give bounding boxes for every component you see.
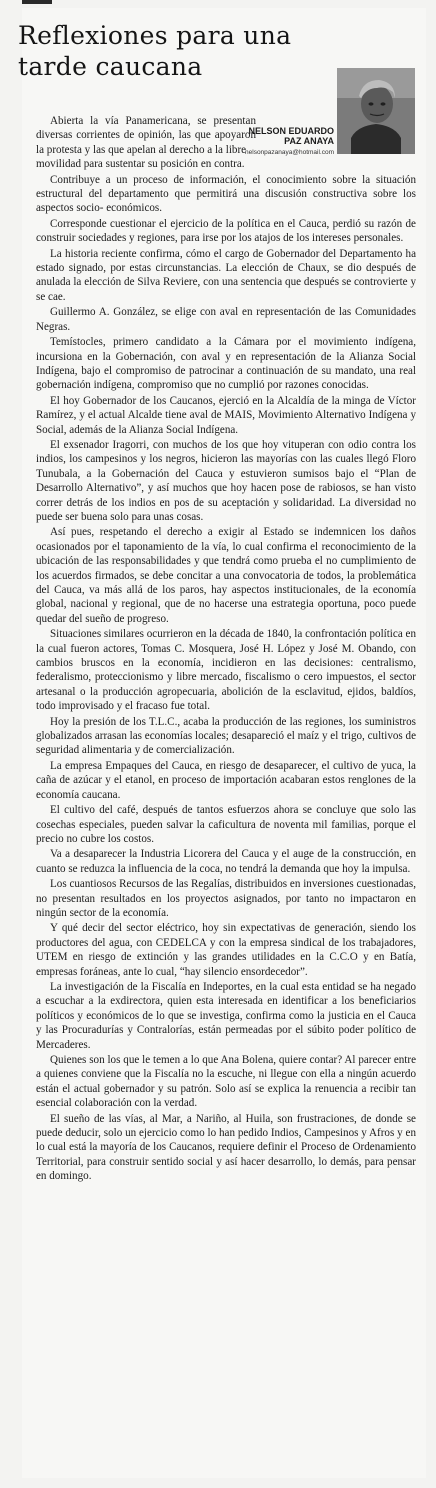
paragraph: Temístocles, primero candidato a la Cámara por el movimiento indígena, incursiona en la Gobernación, con aval y en representación de la Alianza Social Indígena, bajo el compromiso de patrocinar a continuación de su mandato, una real gobernación indígena, compromiso que no cumplió por razones conocidas. bbox=[36, 336, 416, 392]
article-title: Reflexiones para una tarde caucana bbox=[18, 21, 292, 81]
paragraph: La empresa Empaques del Cauca, en riesgo de desaparecer, el cultivo de yuca, la caña de azúcar y el etanol, en proceso de importación acabaran estos renglones de la economía caucana. bbox=[36, 759, 416, 801]
paragraph: Los cuantiosos Recursos de las Regalías, distribuidos en inversiones cuestionadas, no presentan resultados en los proyectos asignados, por tanto no impactaron en ningún sector de la economía. bbox=[36, 878, 416, 919]
paragraph: Contribuye a un proceso de información, el conocimiento sobre la situación estructural del departamento que permitirá una discusión constructiva sobre los aspectos socio- económicos. bbox=[36, 173, 416, 215]
paragraph: Abierta la vía Panamericana, se presentan diversas corrientes de opinión, las que apoyaron la protesta y las que apelan al derecho a la libre bbox=[36, 115, 256, 156]
top-rule bbox=[22, 0, 52, 4]
paragraph: Situaciones similares ocurrieron en la década de 1840, la confrontación política en la cual fueron actores, Tomas C. Mosquera, José H. López y José M. Obando, con cambios bruscos en la economía, incidieron en las decisiones: centralismo, federalismo, proteccionismo y libre mercado, fiscalismo o cero impuestos, el sector artesanal o la producción agropecuaria, abolición de la esclavitud, ejidos, baldíos, todo improvisado y el fracaso fue total. bbox=[36, 628, 416, 713]
paragraph: El cultivo del café, después de tantos esfuerzos ahora se concluye que solo las cosechas especiales, pueden salvar la caficultura de noventa mil familias, porque el precio no cubre los costos. bbox=[36, 804, 416, 845]
paragraph: Va a desaparecer la Industria Licorera del Cauca y el auge de la construcción, en cuanto se reduzca la influencia de la coca, no tendrá la demanda que hoy la impulsa. bbox=[36, 848, 416, 875]
paragraph: movilidad para sustentar su posición en contra. bbox=[36, 158, 245, 171]
paragraph: Y qué decir del sector eléctrico, hoy sin expectativas de generación, siendo los productores del agua, con CEDELCA y con la empresa sindical de los trabajadores, UTEM en riesgo de extinción y las grandes utilidades en la C.C.O y en Batía, empresas foráneas, ante lo cual, “hay silencio ensordecedor”. bbox=[36, 922, 416, 978]
paragraph: Así pues, respetando el derecho a exigir al Estado se indemnicen los daños ocasionados por el taponamiento de la vía, lo cual confirma el reconocimiento de la ubicación de las responsabilidades y que tendrá como prueba el no cumplimiento de los acuerdos firmados, se debe concitar a una convocatoria de todos, la problemática del Cauca, va más allá de los paros, hay aspectos institucionales, de la economía global, nacional y regional, que de no hacerse una estrategia oportuna, poco puede quedar del sueño de progreso. bbox=[36, 526, 416, 625]
paragraph: Guillermo A. González, se elige con aval en representación de las Comunidades Negras. bbox=[36, 306, 416, 333]
paragraph: El sueño de las vías, al Mar, a Nariño, al Huila, son frustraciones, de donde se puede deducir, solo un ejercicio como lo han pedido Indios, Campesinos y Afros y en lo cual está la mayoría de los Caucanos, requiere definir el Proceso de Ordenamiento Territorial, para construir sentido social y así hacer desarrollo, lo demás, para pensar en domingo. bbox=[36, 1112, 416, 1183]
paragraph: La historia reciente confirma, cómo el cargo de Gobernador del Departamento ha estado signado, por estas circunstancias. La elección de Chaux, se dio después de anulada la elección de Silva Reviere, con una sentencia que después se controvierte y se cae. bbox=[36, 247, 416, 303]
article-body bbox=[36, 114, 416, 1185]
paragraph: El hoy Gobernador de los Caucanos, ejerció en la Alcaldía de la minga de Víctor Ramírez, y el actual Alcalde tiene aval de MAIS, Movimiento Alternativo Indígena y Social, además de la Alianza Social Indígena. bbox=[36, 394, 416, 436]
paragraph: Quienes son los que le temen a lo que Ana Bolena, quiere contar? Al parecer entre a quienes conviene que la Fiscalía no la escuche, ni llegue con ella a ningún acuerdo están el actual gobernador y su patrón. Solo así se explica la renuencia a recibir tan esencial colaboración con la verdad. bbox=[36, 1054, 416, 1110]
paragraph: Corresponde cuestionar el ejercicio de la política en el Cauca, perdió su razón de construir sociedades y regiones, para irse por los atajos de los intereses personales. bbox=[36, 217, 416, 245]
author-name-line1: NELSON EDUARDO bbox=[248, 126, 334, 136]
author-email: nelsonpazanaya@hotmail.com bbox=[245, 149, 334, 156]
author-name-line2: PAZ ANAYA bbox=[284, 136, 334, 146]
paragraph: La investigación de la Fiscalía en Indeportes, en la cual esta entidad se ha negado a escuchar a la exdirectora, quien esta interesada en identificar a los beneficiarios políticos y económicos de lo que se investiga, confirma como la justicia en el Cauca y las Procuradurías y Contralorías, están permeadas por el súbito poder político de Mercaderes. bbox=[36, 980, 416, 1051]
paragraph: El exsenador Iragorri, con muchos de los que hoy vituperan con odio contra los indios, los campesinos y los negros, hicieron las mayorías con las cuales llegó Floro Tunubala, a la Gobernación del Cauca y estuvieron sumisos bajo el “Plan de Desarrollo Alternativo”, y así muchos que hoy hacen pose de rabiosos, se han visto correr detrás de los indios en pos de su aceptación y solidaridad. La diversidad no puede ser buena solo para unas cosas. bbox=[36, 438, 416, 523]
paragraph: Hoy la presión de los T.L.C., acaba la producción de las regiones, los suministros globalizados arrasan las economías locales; desapareció el maíz y el trigo, cultivos de seguridad alimentaria y de comercialización. bbox=[36, 715, 416, 757]
